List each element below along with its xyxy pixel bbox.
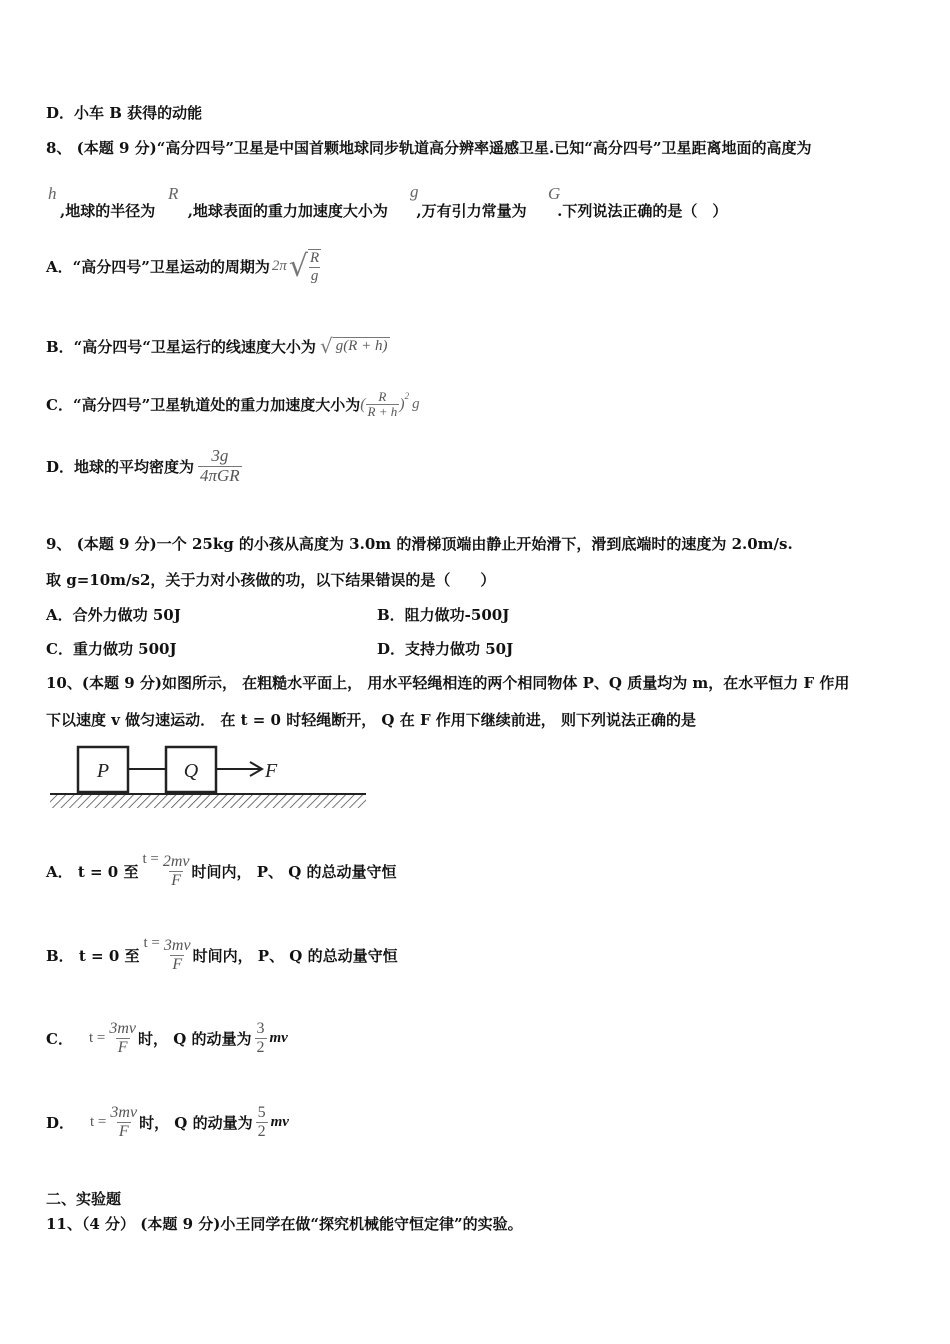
q9-option-b: B．阻力做功-500J (377, 606, 510, 624)
q8-option-d (46, 447, 242, 485)
q10-option-d-lhs: t = (90, 1113, 107, 1130)
q10-option-c-num: 3mv (109, 1020, 136, 1037)
q10-option-c-mv: mv (269, 1029, 288, 1046)
q10-stem-line2: 下以速度 v 做匀速运动． 在 t = 0 时轻绳断开， Q 在 F 作用下继续前进， 则下列说法正确的是 (46, 711, 697, 729)
q8-option-a-2pi: 2π (271, 258, 287, 274)
q8-option-a-den: g (310, 267, 319, 284)
q8-option-d-den: 4πGR (200, 465, 240, 485)
q10-option-b (46, 934, 398, 973)
q8-option-b (46, 334, 390, 358)
q9-stem-line2: 取 g=10m/s2，关于力对小孩做的功，以下结果错误的是（ ） (46, 571, 496, 589)
q8-option-c-g: g (412, 396, 420, 413)
q10-option-d-pre: D． (46, 1113, 75, 1132)
q8-stem-line2 (60, 200, 727, 221)
q9-option-c: C．重力做功 500J (46, 640, 177, 658)
q10-option-d-momentum-fraction (256, 1104, 268, 1140)
q10-option-a-pre: A． t = 0 至 (46, 862, 139, 881)
ground-hatch (50, 794, 366, 808)
q10-stem-line1: 10、(本题 9 分)如图所示， 在粗糙水平面上， 用水平轻绳相连的两个相同物体 P、Q 质量均为 m，在水平恒力 F 作用 (46, 674, 850, 692)
label-f: F (265, 760, 278, 782)
q10-option-c-lhs: t = (88, 1029, 106, 1046)
q8-seg4: .下列说法正确的是（ ） (557, 202, 728, 220)
q8-option-c-den: R + h (367, 404, 398, 420)
q7-option-d: D．小车 B 获得的动能 (46, 104, 203, 122)
q10-option-c-momentum-fraction (255, 1020, 267, 1056)
q8-option-d-num: 3g (211, 446, 229, 465)
q8-option-b-radicand-wrap (333, 337, 391, 355)
q10-option-d (46, 1104, 289, 1140)
q10-option-a-num: 2mv (162, 853, 190, 870)
q8-symbol-h: h (48, 184, 57, 203)
q11-stem: 11、（4 分） (本题 9 分)小王同学在做“探究机械能守恒定律”的实验。 (46, 1215, 523, 1233)
q8-symbol-G: G (548, 184, 561, 203)
q8-option-d-fraction (198, 447, 242, 485)
q8-symbol-g: g (410, 182, 419, 201)
q10-option-c (46, 1020, 288, 1056)
q10-option-d-fraction (108, 1104, 139, 1140)
q10-option-a (46, 850, 397, 889)
section-heading-experiment: 二、实验题 (46, 1190, 122, 1208)
q10-option-c-mfrac-num: 3 (256, 1020, 265, 1037)
q10-option-d-num: 3mv (110, 1104, 138, 1121)
q10-option-b-num: 3mv (163, 937, 191, 954)
q8-option-a-text: A．“高分四号”卫星运动的周期为 (46, 258, 270, 276)
q8-option-c-lparen: ( (360, 395, 366, 413)
q8-option-a-sqrt-icon: √ (288, 249, 309, 284)
q10-option-c-den: F (117, 1038, 128, 1056)
q10-option-a-fraction (161, 853, 192, 889)
q8-seg2: ,地球表面的重力加速度大小为 (187, 202, 388, 220)
label-q: Q (183, 760, 199, 782)
q10-option-c-mid: 时， Q 的动量为 (138, 1029, 252, 1048)
q10-option-c-pre: C． (46, 1029, 73, 1048)
q8-option-b-radicand: g(R + h) (333, 337, 391, 355)
q9-option-a: A．合外力做功 50J (46, 606, 181, 624)
q8-stem-line1: 8、 (本题 9 分)“高分四号”卫星是中国首颗地球同步轨道高分辨率遥感卫星.已知“高分四号”卫星距离地面的高度为 (46, 139, 812, 157)
q10-option-a-post: 时间内， P、 Q 的总动量守恒 (191, 862, 397, 881)
q10-option-b-lhs: t = (143, 934, 160, 951)
q10-option-c-mfrac-den: 2 (256, 1038, 265, 1056)
q10-option-c-fraction (107, 1020, 138, 1056)
q10-option-b-pre: B． t = 0 至 (46, 946, 140, 965)
q8-option-c-rparen: ) (399, 395, 405, 413)
q8-option-c-num: R (378, 389, 387, 404)
q8-option-b-text: B．“高分四号“卫星运行的线速度大小为 (46, 337, 316, 356)
q9-stem-line1: 9、 (本题 9 分)一个 25kg 的小孩从高度为 3.0m 的滑梯顶端由静止开始滑下，滑到底端时的速度为 2.0m/s. (46, 535, 793, 553)
q10-option-a-lhs: t = (142, 850, 159, 867)
q10-option-d-den: F (118, 1122, 129, 1140)
q8-option-c-fraction (366, 390, 400, 420)
q8-option-a (46, 249, 321, 284)
q10-option-b-den: F (172, 955, 183, 973)
q8-option-c-text: C．“高分四号”卫星轨道处的重力加速度大小为 (46, 396, 361, 415)
q8-option-c-exponent: 2 (404, 390, 410, 401)
q8-option-c (46, 390, 420, 420)
q8-option-b-sqrt-icon: √ (319, 334, 333, 358)
q8-seg1: ,地球的半径为 (60, 202, 156, 220)
q10-option-d-mid: 时， Q 的动量为 (139, 1113, 253, 1132)
q10-option-d-mv: mv (270, 1113, 289, 1130)
q10-option-b-fraction (162, 937, 193, 973)
q8-seg3: ,万有引力常量为 (416, 202, 527, 220)
q10-option-a-den: F (171, 871, 182, 889)
q9-option-d: D．支持力做功 50J (377, 640, 514, 658)
q10-figure (50, 742, 368, 814)
q8-option-a-num: R (310, 250, 320, 266)
label-p: P (96, 760, 110, 782)
q8-option-a-fraction (308, 249, 321, 284)
q8-option-d-text: D．地球的平均密度为 (46, 457, 195, 476)
q10-option-b-post: 时间内， P、 Q 的总动量守恒 (192, 946, 398, 965)
q10-option-d-mfrac-num: 5 (257, 1104, 266, 1121)
q10-option-d-mfrac-den: 2 (257, 1122, 266, 1140)
q8-symbol-R: R (168, 184, 179, 203)
